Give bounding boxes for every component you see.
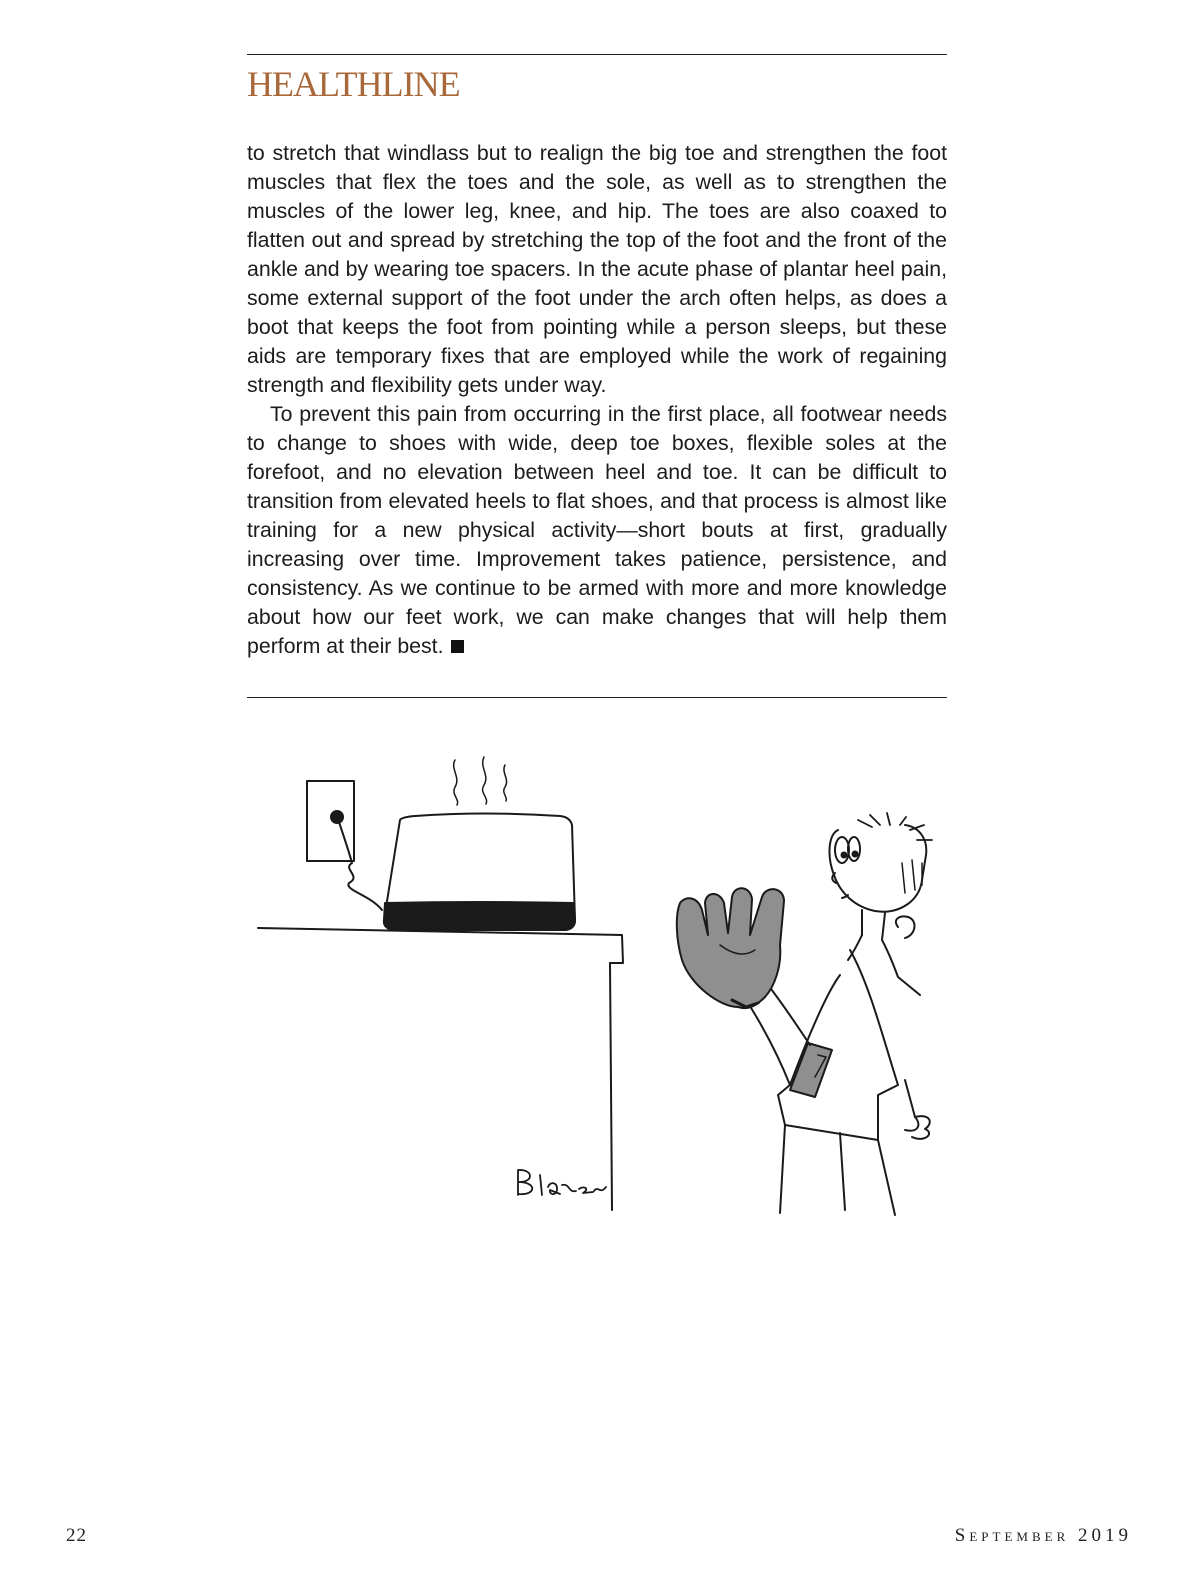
outlet-plug xyxy=(331,811,343,823)
counter-top xyxy=(258,928,623,963)
boy-hand-on-hip xyxy=(905,1080,930,1139)
article-paragraph-final xyxy=(247,400,947,661)
boy-shirt xyxy=(778,950,898,1140)
boy-hair-back xyxy=(902,860,922,893)
appliance-cord xyxy=(339,822,382,910)
boy-neck xyxy=(862,910,885,940)
section-title: HEALTHLINE xyxy=(247,64,460,104)
article-paragraph: to stretch that windlass but to realign the big toe and strengthen the foot muscles that flex the toes and the sole, as well as to strengthen the muscles of the lower leg, knee, and hip. The toes are also coaxed to flatten out and spread by stretching the top of the foot and the front of the ankle and by wearing toe spacers. In the acute phase of plantar heel pain, some external support of the foot under the arch often helps, as does a boot that keeps the foot from pointing while a person sleeps, but these aids are temporary fixes that are employed while the work of regaining strength and flexibility gets under way. xyxy=(247,141,947,397)
header-rule xyxy=(247,54,947,55)
boy-shoulders xyxy=(848,935,920,995)
end-of-article-mark xyxy=(451,640,464,653)
issue-year: 2019 xyxy=(1078,1525,1132,1546)
issue-month: September xyxy=(954,1525,1070,1546)
issue-date xyxy=(955,1525,1132,1547)
steam-lines xyxy=(454,757,507,805)
section-divider xyxy=(247,697,947,698)
article-paragraph-text: To prevent this pain from occurring in the first place, all footwear needs to change to shoes with wide, deep toe boxes, flexible soles at the forefoot, and no elevation between heel and toe. It can be difficult to transition from elevated heels to flat shoes, and that process is almost like training for a new physical activity—short bouts at first, gradually increasing over time. Improvement takes patience, persistence, and consistency. As we continue to be armed with more and more knowledge about how our feet work, we can make changes that will help them perform at their best. xyxy=(247,402,947,658)
artist-signature xyxy=(518,1170,606,1195)
page-number: 22 xyxy=(66,1525,87,1546)
article-body xyxy=(247,139,947,661)
cartoon-illustration xyxy=(250,745,950,1225)
boy-hair xyxy=(858,813,932,840)
counter-side xyxy=(610,963,612,1210)
boy-ear xyxy=(896,916,915,938)
boy-eye-left xyxy=(835,837,849,863)
toaster-dark-base xyxy=(384,902,575,930)
baseball-glove xyxy=(677,888,784,1008)
